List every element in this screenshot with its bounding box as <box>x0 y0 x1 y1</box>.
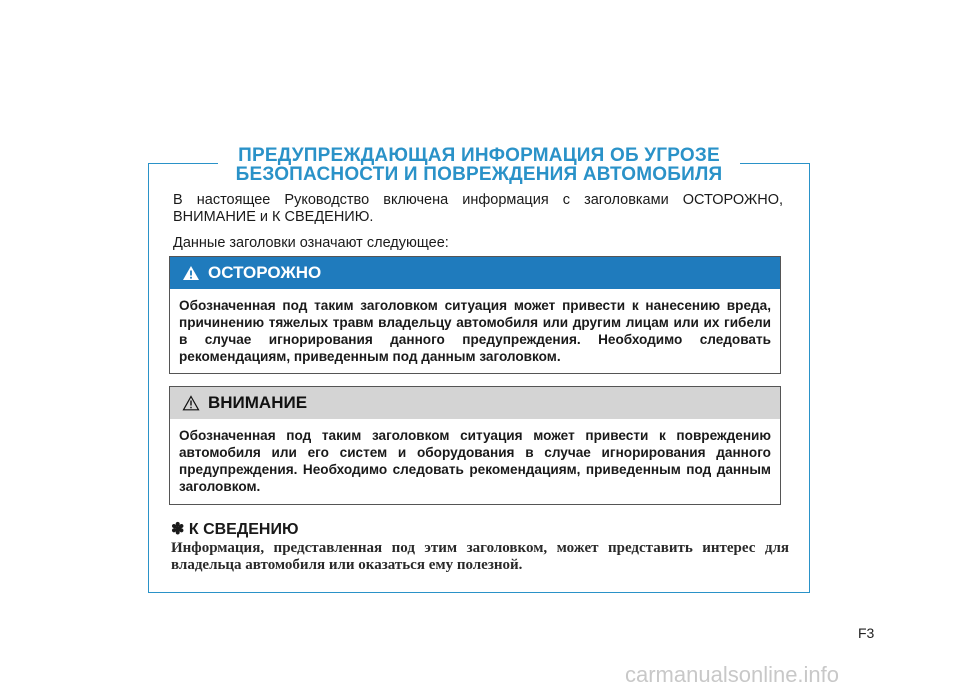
note-heading <box>171 519 298 539</box>
caution-box <box>169 386 781 505</box>
caution-header <box>170 387 780 419</box>
warning-label: ОСТОРОЖНО <box>208 263 322 282</box>
section-title <box>218 146 740 184</box>
page-number: F3 <box>858 625 875 641</box>
caution-text: Обозначенная под таким заголовком ситуация может привести к повреждению автомобиля или его систем и оборудования в случае игнорирования данного предупреждения. Необходимо следовать рекомендациям, приведенным под данным заголовком. <box>179 428 771 494</box>
intro-paragraph-1: В настоящее Руководство включена информация с заголовками ОСТОРОЖНО, ВНИМАНИЕ и К СВЕДЕНИЮ. <box>173 192 783 225</box>
warning-text: Обозначенная под таким заголовком ситуация может привести к нанесению вреда, причинению тяжелых травм владельцу автомобиля или другим лицам или их гибели в случае игнорирования данного предупреждения. Необходимо следовать рекомендациям, приведенным под данным заголовком. <box>179 298 771 364</box>
section-title-line1: ПРЕДУПРЕЖДАЮЩАЯ ИНФОРМАЦИЯ ОБ УГРОЗЕ <box>238 145 720 166</box>
section-title-line2: БЕЗОПАСНОСТИ И ПОВРЕЖДЕНИЯ АВТОМОБИЛЯ <box>235 164 723 185</box>
watermark: carmanualsonline.info <box>625 662 840 687</box>
warning-triangle-icon <box>182 265 200 281</box>
caution-triangle-icon <box>182 395 200 411</box>
intro-paragraph-2: Данные заголовки означают следующее: <box>173 235 449 251</box>
warning-box <box>169 256 781 374</box>
intro-text <box>173 192 783 261</box>
note-label: ✽ К СВЕДЕНИЮ <box>171 521 299 538</box>
caution-label: ВНИМАНИЕ <box>208 393 308 412</box>
warning-header <box>170 257 780 289</box>
note-text: Информация, представленная под этим заголовком, может представить интерес для владельца автомобиля или оказаться ему полезной. <box>171 540 789 573</box>
